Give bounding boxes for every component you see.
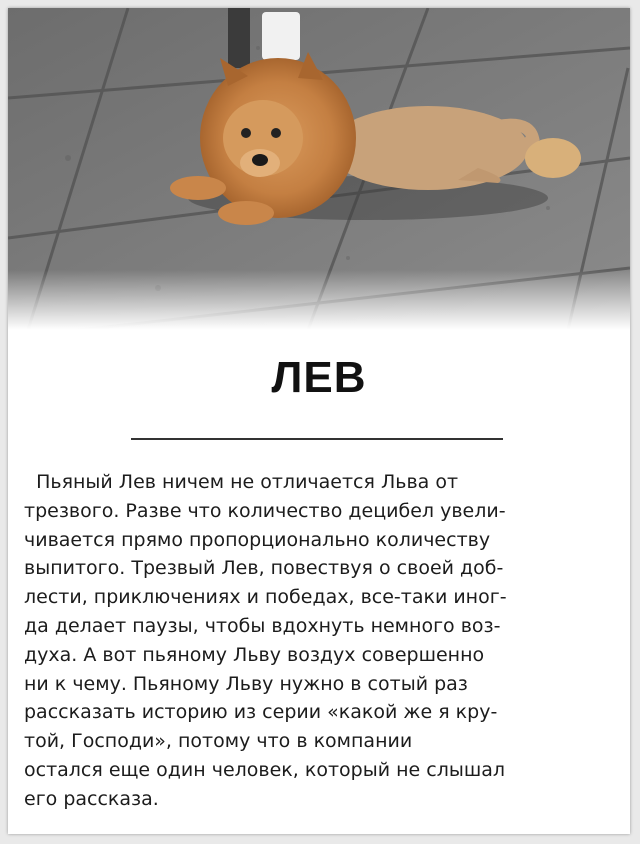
- story-line: ни к чему. Пьяному Льву нужно в сотый раз: [24, 672, 468, 695]
- story-line: чивается прямо пропорционально количеству: [24, 528, 491, 551]
- meme-card: [8, 8, 630, 834]
- story-line: духа. А вот пьяному Льву воздух совершенно: [24, 643, 485, 666]
- story-line: да делает паузы, чтобы вдохнуть немного воз-: [24, 614, 501, 637]
- story-text: [24, 468, 616, 814]
- title-divider: [131, 438, 503, 440]
- story-line: трезвого. Разве что количество децибел увели-: [24, 499, 506, 522]
- story-line: Пьяный Лев ничем не отличается Льва от: [24, 471, 459, 493]
- story-line: выпитого. Трезвый Лев, повествуя о своей доб-: [24, 557, 504, 580]
- page-title: ЛЕВ: [271, 353, 367, 402]
- story-line: той, Господи», потому что в компании: [24, 730, 413, 753]
- story-line: остался еще один человек, который не слышал: [24, 758, 506, 781]
- story-line: его рассказа.: [24, 787, 159, 810]
- story-line: рассказать историю из серии «какой же я кру-: [24, 701, 498, 724]
- dog-lion-cut-photo: [8, 8, 630, 330]
- story-line: лести, приключениях и победах, все-таки иног-: [24, 586, 507, 609]
